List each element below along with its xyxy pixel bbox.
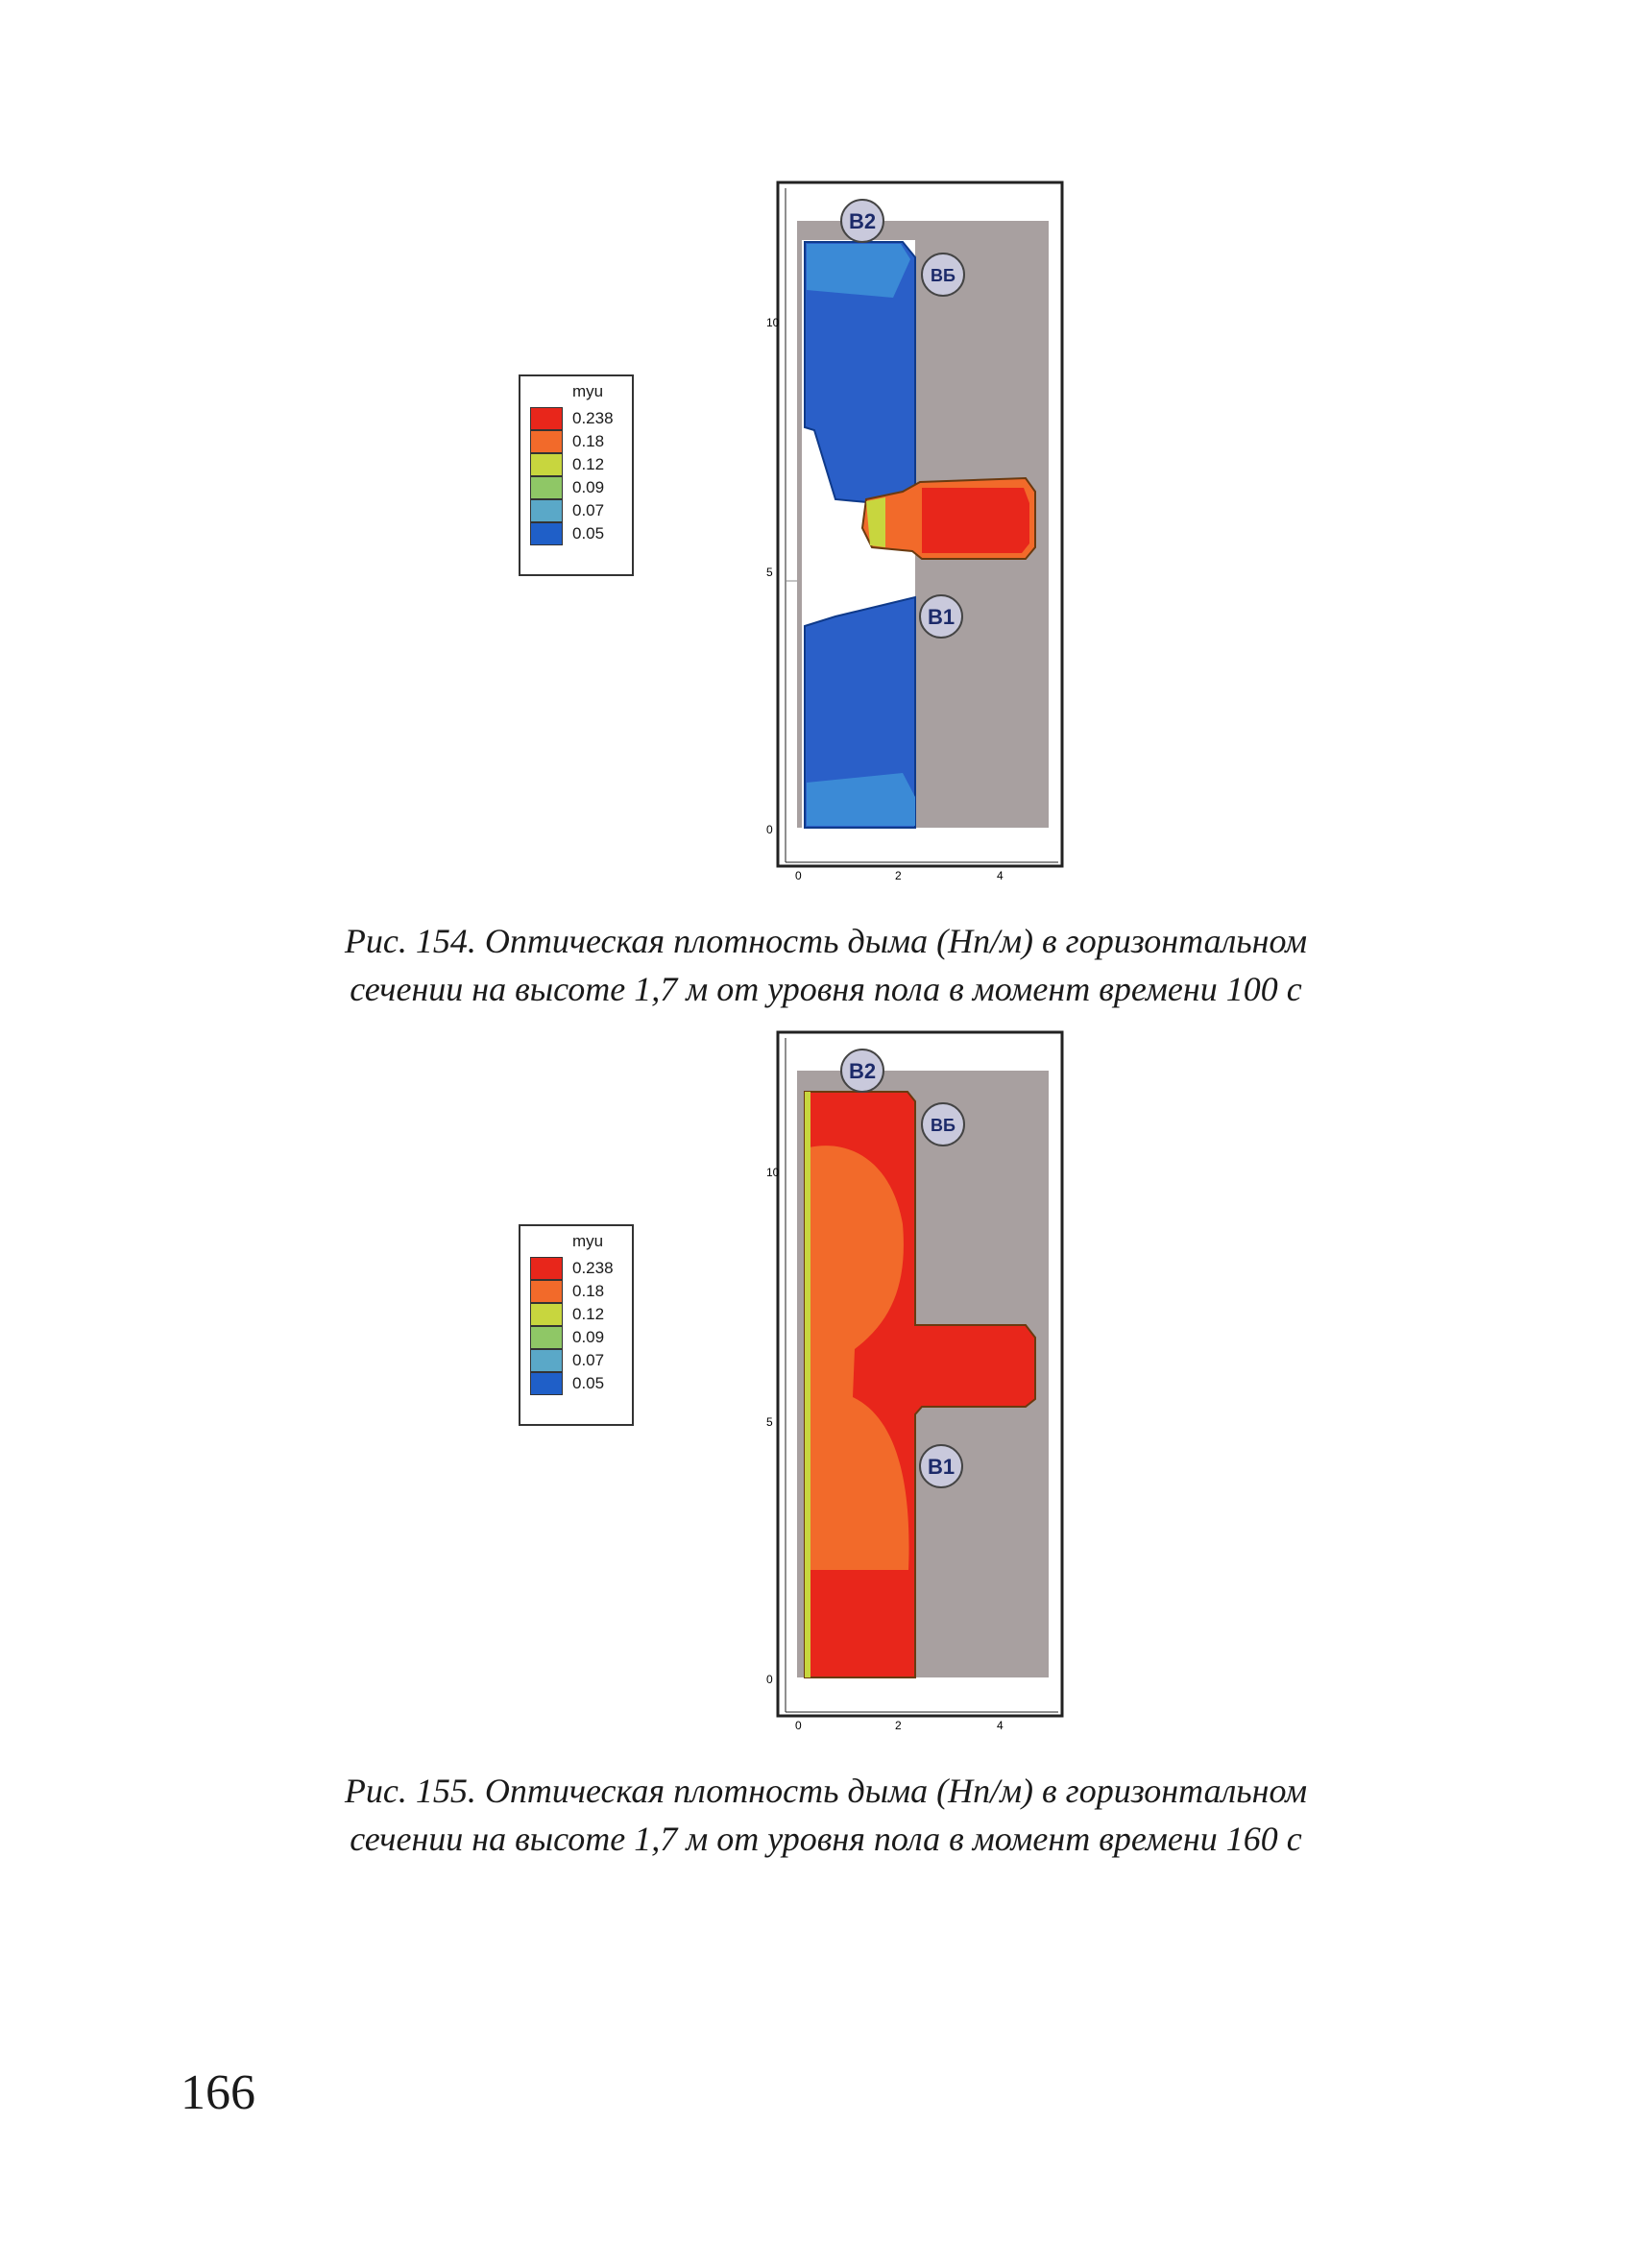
y-tick: 0: [766, 823, 773, 836]
x-tick: 4: [997, 869, 1004, 882]
marker-vb: ВБ: [931, 266, 956, 285]
legend-label: 0.07: [572, 501, 605, 519]
legend-label: 0.238: [572, 409, 614, 427]
marker-b2: B2: [848, 1059, 877, 1083]
y-tick: 10: [766, 1166, 780, 1179]
legend-title: myu: [572, 1232, 604, 1250]
smoke-zone-top-light: [807, 244, 910, 298]
legend-swatch: [530, 522, 563, 545]
legend-swatch: [530, 1303, 563, 1326]
marker-vb: ВБ: [931, 1116, 956, 1135]
legend-item: [530, 1257, 626, 1280]
legend-item: [530, 476, 626, 499]
legend-label: 0.12: [572, 1305, 605, 1323]
marker-b2: B2: [848, 209, 877, 233]
legend-swatch: [530, 1280, 563, 1303]
smoke-density-plot: [766, 1032, 1066, 1732]
legend-item: [530, 1303, 626, 1326]
figure-caption-154: [240, 917, 1412, 1013]
legend-label: 0.18: [572, 432, 605, 450]
figure-154: [519, 182, 1172, 903]
x-tick: 2: [895, 1719, 902, 1732]
legend-item: [530, 1372, 626, 1395]
legend-label: 0.07: [572, 1351, 605, 1369]
legend-item: [530, 522, 626, 545]
legend-item: [530, 430, 626, 453]
legend-swatch: [530, 407, 563, 430]
legend-swatch: [530, 1326, 563, 1349]
legend-label: 0.09: [572, 478, 605, 496]
legend-item: [530, 407, 626, 430]
legend-label: 0.18: [572, 1282, 605, 1300]
legend: [519, 1224, 634, 1426]
page-number: 166: [181, 2065, 255, 2120]
x-tick: 4: [997, 1719, 1004, 1732]
x-tick: 2: [895, 869, 902, 882]
x-tick: 0: [795, 1719, 802, 1732]
figure-caption-155: [240, 1767, 1412, 1863]
legend-label: 0.05: [572, 524, 605, 543]
legend-swatch: [530, 1349, 563, 1372]
legend-item: [530, 499, 626, 522]
fire-zone-core: [922, 488, 1029, 553]
legend-label: 0.238: [572, 1259, 614, 1277]
legend-item: [530, 1326, 626, 1349]
legend-item: [530, 1349, 626, 1372]
legend: [519, 374, 634, 576]
plot-svg: [766, 1032, 1066, 1732]
legend-swatch: [530, 1257, 563, 1280]
legend-label: 0.12: [572, 455, 605, 473]
y-tick: 0: [766, 1673, 773, 1686]
legend-swatch: [530, 1372, 563, 1395]
caption-line: сечении на высоте 1,7 м от уровня пола в момент времени 100 с: [350, 970, 1302, 1008]
marker-b1: B1: [927, 1455, 956, 1479]
plot-svg: [766, 182, 1066, 882]
legend-swatch: [530, 453, 563, 476]
legend-label: 0.05: [572, 1374, 605, 1392]
figure-155: [519, 1032, 1172, 1752]
legend-label: 0.09: [572, 1328, 605, 1346]
y-tick: 5: [766, 1415, 773, 1429]
smoke-density-plot: [766, 182, 1066, 882]
legend-title: myu: [572, 382, 604, 400]
x-tick: 0: [795, 869, 802, 882]
y-tick: 5: [766, 566, 773, 579]
legend-swatch: [530, 499, 563, 522]
marker-b1: B1: [927, 605, 956, 629]
legend-item: [530, 453, 626, 476]
caption-line: Рис. 154. Оптическая плотность дыма (Нп/м) в горизонтальном: [344, 922, 1308, 960]
legend-swatch: [530, 430, 563, 453]
smoke-zone-edge: [805, 1092, 810, 1677]
caption-line: сечении на высоте 1,7 м от уровня пола в момент времени 160 с: [350, 1820, 1302, 1858]
legend-item: [530, 1280, 626, 1303]
caption-line: Рис. 155. Оптическая плотность дыма (Нп/м) в горизонтальном: [344, 1772, 1308, 1810]
y-tick: 10: [766, 316, 780, 329]
legend-swatch: [530, 476, 563, 499]
